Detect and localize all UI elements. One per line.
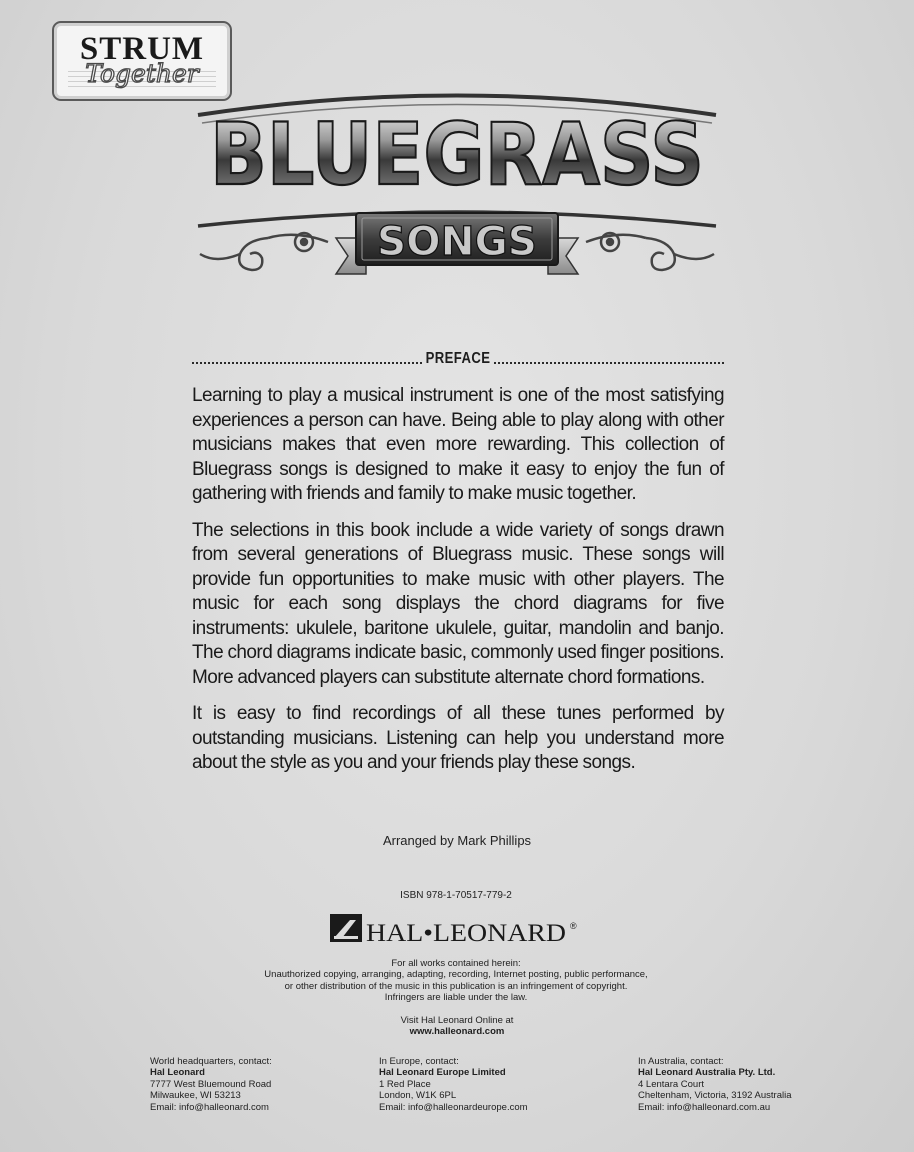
bluegrass-songs-title-art (196, 78, 718, 283)
contact-address: 4 Lentara Court (638, 1078, 705, 1090)
dotted-rule-right (494, 362, 724, 364)
registered-mark: ® (570, 921, 577, 931)
title-sub-text: SONGS (377, 219, 537, 265)
notice-line: Infringers are liable under the law. (384, 991, 528, 1003)
contact-email[interactable]: Email: info@halleonardeurope.com (379, 1101, 528, 1113)
contact-address: London, W1K 6PL (379, 1090, 457, 1102)
contact-heading: In Australia, contact: (638, 1056, 724, 1067)
notice-line: Unauthorized copying, arranging, adapting, recording, Internet posting, public performance, (264, 969, 648, 981)
preface-header (192, 350, 724, 372)
arranged-by: Arranged by Mark Phillips (382, 833, 532, 848)
contact-name: Hal Leonard Australia Pty. Ltd. (638, 1067, 776, 1079)
preface-paragraph-2: The selections in this book include a wide variety of songs drawn from several generations of Bluegrass music. These songs will provide fun opportunities to make music with other players. The music for each song displays the chord diagrams for five instruments: ukulele, baritone ukulele, guitar, mandolin and banjo. The chord diagrams indicate basic, commonly used finger positions. More advanced players can substitute alternate chord formations. (192, 519, 724, 688)
contact-australia (638, 1056, 792, 1113)
right-flourish (586, 233, 714, 270)
isbn: ISBN 978-1-70517-779-2 (400, 890, 512, 901)
notice-line: For all works contained herein: (391, 958, 521, 969)
left-flourish (200, 233, 328, 270)
contact-email[interactable]: Email: info@halleonard.com.au (638, 1101, 771, 1113)
badge-together-text: Together (85, 59, 199, 88)
contact-email[interactable]: Email: info@halleonard.com (150, 1101, 269, 1113)
badge-strum-text: STRUM (79, 31, 205, 67)
title-main-text: BLUEGRASS (210, 105, 704, 205)
contact-name: Hal Leonard (150, 1067, 205, 1079)
preface-paragraph-3: It is easy to find recordings of all these tunes performed by outstanding musicians. Listening can help you understand more about the style as you and your friends play these songs. (192, 703, 724, 773)
preface-paragraph-1: Learning to play a musical instrument is one of the most satisfying experiences a person can have. Being able to play along with other musicians makes that even more rewarding. This collection of Bluegrass songs is designed to make it easy to enjoy the fun of gathering with friends and family to make music together. (192, 385, 724, 504)
notice-line: or other distribution of the music in this publication is an infringement of copyright. (284, 980, 628, 992)
visit-text: Visit Hal Leonard Online at (400, 1015, 514, 1026)
contact-europe (379, 1056, 528, 1113)
contact-world-headquarters (150, 1056, 272, 1113)
visit-online (0, 1015, 914, 1038)
contact-address: Milwaukee, WI 53213 (150, 1090, 241, 1102)
copyright-notice (0, 958, 912, 1003)
hal-leonard-emblem-icon (330, 914, 362, 942)
preface-body (192, 384, 724, 788)
contact-name: Hal Leonard Europe Limited (379, 1067, 506, 1079)
contact-address: 1 Red Place (379, 1078, 431, 1090)
hal-leonard-logo (330, 912, 582, 946)
contact-heading: World headquarters, contact: (150, 1056, 272, 1067)
hal-leonard-wordmark: HAL•LEONARD (366, 920, 566, 947)
contact-address: Cheltenham, Victoria, 3192 Australia (638, 1090, 792, 1102)
contact-address: 7777 West Bluemound Road (150, 1078, 272, 1090)
website-link[interactable]: www.halleonard.com (409, 1026, 505, 1038)
preface-heading: PREFACE (425, 350, 491, 367)
contact-heading: In Europe, contact: (379, 1056, 459, 1067)
